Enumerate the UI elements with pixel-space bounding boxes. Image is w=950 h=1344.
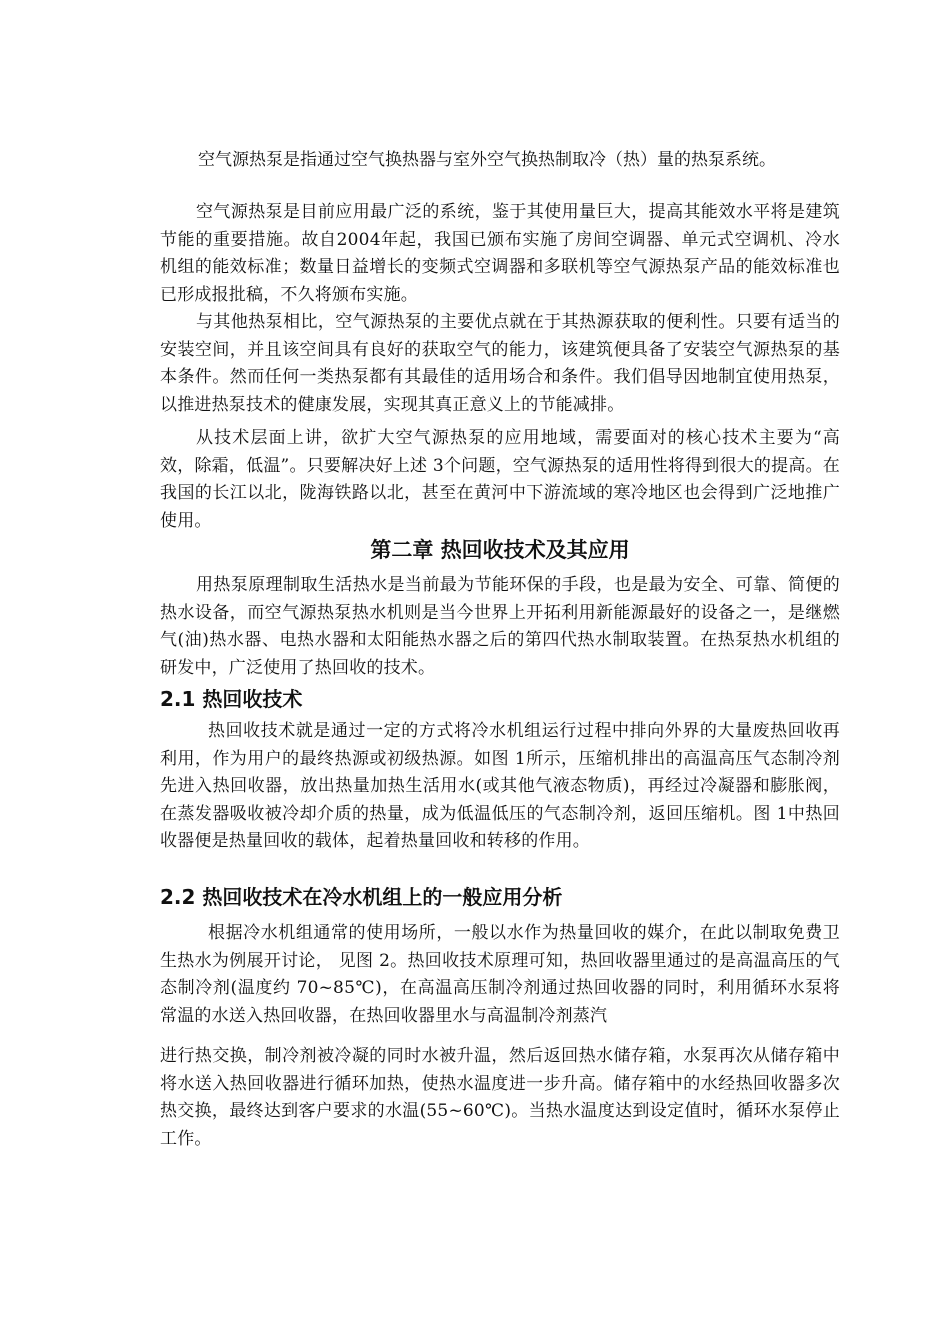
- intro-definition-paragraph: 空气源热泵是指通过空气换热器与室外空气换热制取冷（热）量的热泵系统。: [198, 150, 776, 170]
- paragraph-heat-recovery-technology: 热回收技术就是通过一定的方式将冷水机组运行过程中排向外界的大量废热回收再利用，作为用户的最终热源或初级热源。如图 1所示，压缩机排出的高温高压气态制冷剂先进入热回收器，放出热量加热生活用水(或其他气液态物质)，再经过冷凝器和膨胀阀，在蒸发器吸收被冷却介质的热量，成为低温低压的气态制冷剂，返回压缩机。图 1中热回收器便是热量回收的载体，起着热量回收和转移的作用。: [160, 721, 840, 851]
- chapter-title: 第二章 热回收技术及其应用: [370, 538, 630, 562]
- paragraph-energy-standards: 空气源热泵是目前应用最广泛的系统，鉴于其使用量巨大，提高其能效水平将是建筑节能的重要措施。故自2004年起，我国已颁布实施了房间空调器、单元式空调机、冷水机组的能效标准；数量日益增长的变频式空调器和多联机等空气源热泵产品的能效标准也已形成报批稿，不久将颁布实施。: [160, 202, 840, 305]
- section-heading-2-1: 2.1 热回收技术: [160, 687, 303, 711]
- paragraph-technical-challenges: 从技术层面上讲，欲扩大空气源热泵的应用地域，需要面对的核心技术主要为“高效，除霜，低温”。只要解决好上述 3个问题，空气源热泵的适用性将得到很大的提高。在我国的长江以北，陇海铁路以北，甚至在黄河中下游流域的寒冷地区也会得到广泛地推广使用。: [160, 428, 840, 531]
- paragraph-advantages: 与其他热泵相比，空气源热泵的主要优点就在于其热源获取的便利性。只要有适当的安装空间，并且该空间具有良好的获取空气的能力，该建筑便具备了安装空气源热泵的基本条件。然而任何一类热泵都有其最佳的适用场合和条件。我们倡导因地制宜使用热泵，以推进热泵技术的健康发展，实现其真正意义上的节能减排。: [160, 312, 840, 415]
- section-heading-2-2: 2.2 热回收技术在冷水机组上的一般应用分析: [160, 885, 563, 909]
- paragraph-application-analysis: 根据冷水机组通常的使用场所，一般以水作为热量回收的媒介，在此以制取免费卫生热水为例展开讨论， 见图 2。热回收技术原理可知，热回收器里通过的是高温高压的气态制冷剂(温度约 70~85℃)，在高温高压制冷剂通过热回收器的同时，利用循环水泵将常温的水送入热回收器，在热回收器里水与高温制冷剂蒸汽: [160, 923, 840, 1026]
- paragraph-heat-exchange-process: 进行热交换，制冷剂被冷凝的同时水被升温，然后返回热水储存箱，水泵再次从储存箱中将水送入热回收器进行循环加热，使热水温度进一步升高。储存箱中的水经热回收器多次热交换，最终达到客户要求的水温(55~60℃)。当热水温度达到设定值时，循环水泵停止工作。: [160, 1046, 840, 1149]
- paragraph-hot-water-heat-pump: 用热泵原理制取生活热水是当前最为节能环保的手段，也是最为安全、可靠、简便的热水设备，而空气源热泵热水机则是当今世界上开拓利用新能源最好的设备之一，是继燃气(油)热水器、电热水器和太阳能热水器之后的第四代热水制取装置。在热泵热水机组的研发中，广泛使用了热回收的技术。: [160, 575, 840, 678]
